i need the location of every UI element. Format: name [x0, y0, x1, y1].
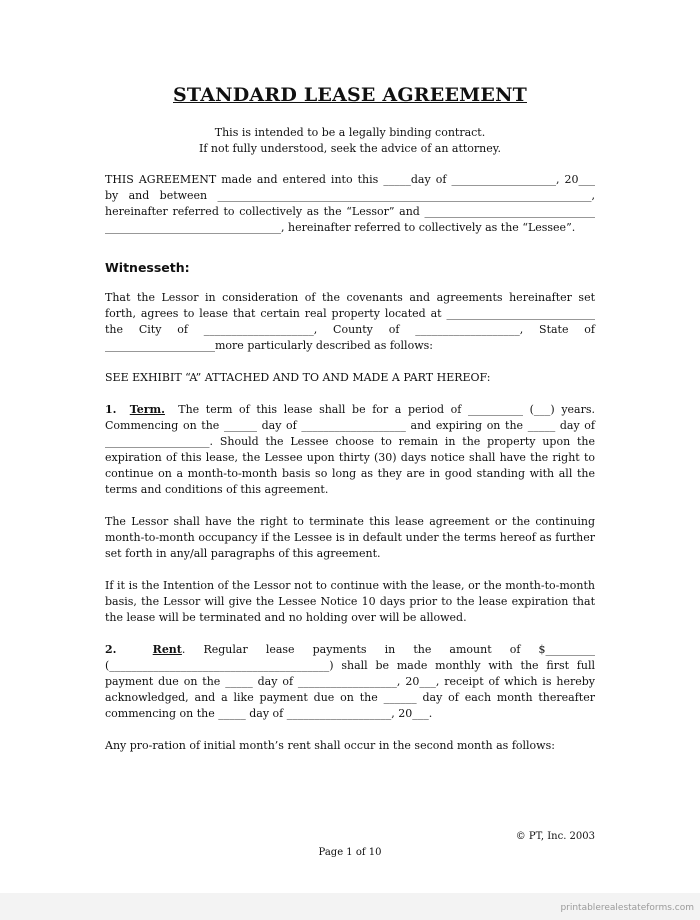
term-section: [105, 402, 595, 498]
opening-paragraph: THIS AGREEMENT made and entered into this _____day of ___________________, 20___ by and between ____________________________________________________________________, hereinafter referred to collectively as the “Lessor” and _______________________________ ________________________________, hereinafter referred to collectively as the “Lessee”.: [105, 173, 595, 234]
intro-notice: [0, 125, 700, 157]
intro-line-2: If not fully understood, seek the advice of an attorney.: [198, 142, 502, 155]
copyright-notice: © PT, Inc. 2003: [515, 831, 595, 842]
term-number: 1.: [105, 403, 117, 416]
page-number: Page 1 of 10: [318, 847, 382, 858]
witnesseth-heading: Witnesseth:: [105, 260, 190, 275]
rent-section: [105, 642, 595, 722]
document-body: [105, 172, 595, 754]
rent-paragraph: . Regular lease payments in the amount of $_________ (________________________________________) shall be made monthly with the first full payment due on the _____ day of __________________, 20___, receipt of which is hereby acknowledged, and a like payment due on the ______ day of each month thereafter commencing on the _____ day of ___________________, 20___.: [105, 643, 595, 720]
proration-paragraph: Any pro-ration of initial month’s rent shall occur in the second month as follows:: [105, 739, 555, 752]
exhibit-line: SEE EXHIBIT “A” ATTACHED AND TO AND MADE A PART HEREOF:: [105, 371, 491, 384]
site-watermark: printablerealestateforms.com: [560, 903, 694, 913]
rent-label: Rent: [152, 643, 182, 656]
term-paragraph: The term of this lease shall be for a period of __________ (___) years. Commencing on the ______ day of ___________________ and expiring on the _____ day of ___________________. Should the Lessee choose to remain in the property upon the expiration of this lease, the Lessee upon thirty (30) days notice shall have the right to continue on a month-to-month basis so long as they are in good standing with all the terms and conditions of this agreement.: [105, 403, 595, 496]
document-title: STANDARD LEASE AGREEMENT: [173, 84, 527, 106]
rent-number: 2.: [105, 643, 117, 656]
witnesseth-paragraph: That the Lessor in consideration of the covenants and agreements hereinafter set forth, agrees to lease that certain real property located at ___________________________ the City of ____________________, County of ___________________, State of ____________________more particularly described as follows:: [105, 291, 595, 352]
terminate-paragraph: The Lessor shall have the right to terminate this lease agreement or the continuing month-to-month occupancy if the Lessee is in default under the terms hereof as further set forth in any/all paragraphs of this agreement.: [105, 515, 595, 560]
term-label: Term.: [129, 403, 165, 416]
intro-line-1: This is intended to be a legally binding contract.: [214, 126, 486, 139]
notice-paragraph: If it is the Intention of the Lessor not to continue with the lease, or the month-to-month basis, the Lessor will give the Lessee Notice 10 days prior to the lease expiration that the lease will be terminated and no holding over will be allowed.: [105, 579, 595, 624]
